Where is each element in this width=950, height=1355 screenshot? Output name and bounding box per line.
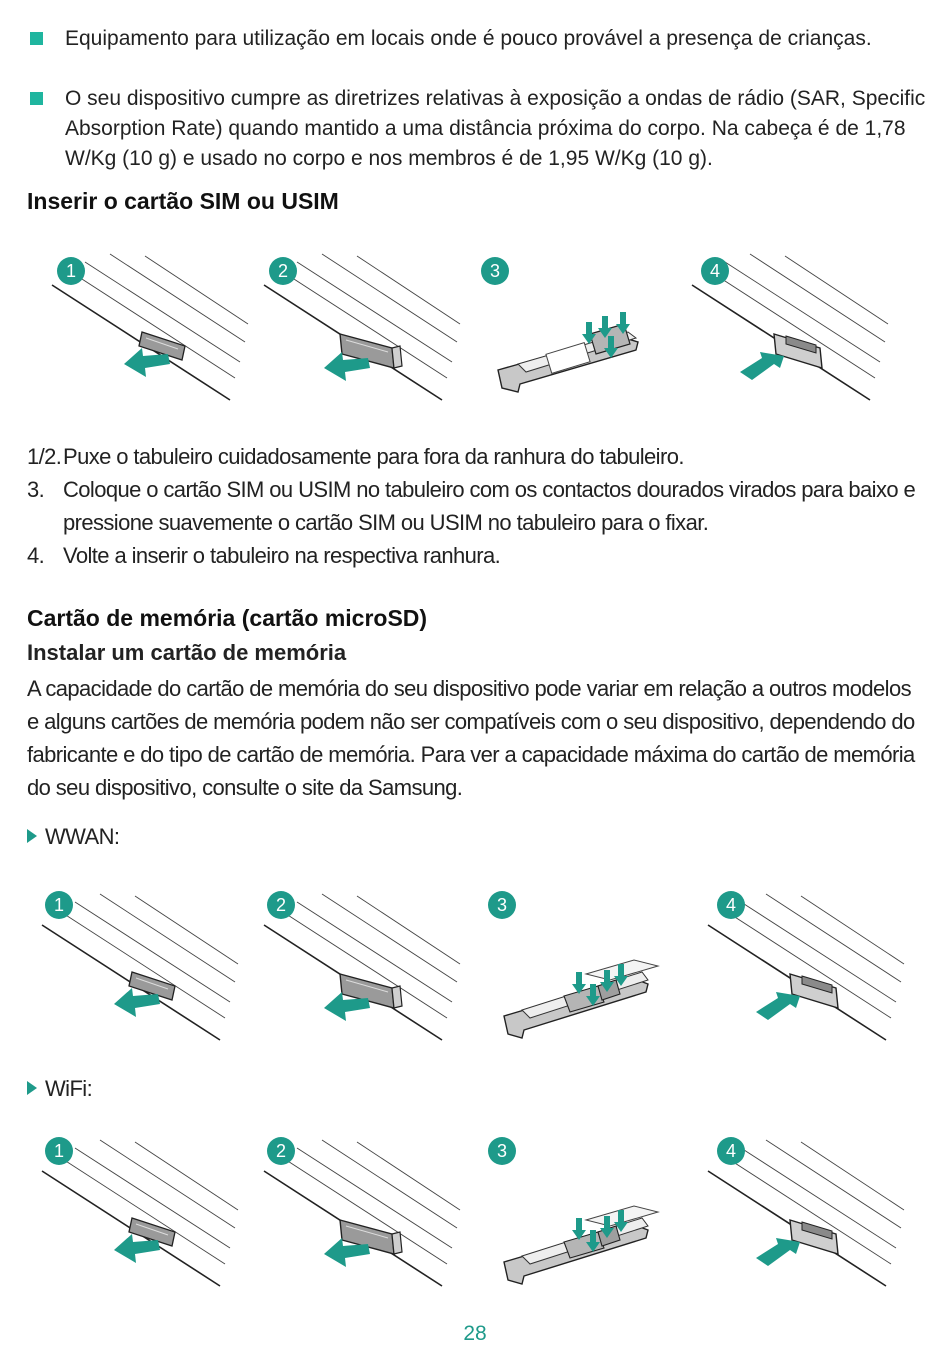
wwan-label: WWAN:	[27, 824, 119, 850]
memory-section-subheading: Instalar um cartão de memória	[27, 640, 347, 665]
triangle-right-icon	[27, 829, 37, 843]
triangle-right-icon	[27, 1081, 37, 1095]
step-badge	[266, 1136, 296, 1166]
step-badge-number: 2	[275, 895, 287, 915]
bullet-square-icon	[30, 92, 43, 105]
sim-section-heading: Inserir o cartão SIM ou USIM	[27, 188, 339, 214]
step-badge	[56, 256, 86, 286]
step-badge-number: 1	[65, 261, 77, 281]
step-badge-number: 4	[725, 1141, 737, 1161]
step-badge-number: 1	[53, 895, 65, 915]
step-badge	[716, 1136, 746, 1166]
sim-step-3: 3. Coloque o cartão SIM ou USIM no tabuleiro com os contactos dourados virados para baixo e pressione suavemente o cartão SIM ou USIM no tabuleiro para o fixar.	[27, 477, 916, 535]
wifi-label: WiFi:	[27, 1076, 92, 1102]
step-badge-number: 3	[496, 1141, 508, 1161]
step-badge-number: 2	[277, 261, 289, 281]
page-number: 28	[463, 1322, 487, 1345]
step-badge	[268, 256, 298, 286]
sim-step-1-2: 1/2. Puxe o tabuleiro cuidadosamente para fora da ranhura do tabuleiro.	[27, 444, 684, 469]
step-badge	[480, 256, 510, 286]
sim-step-4: 4. Volte a inserir o tabuleiro na respectiva ranhura.	[27, 543, 501, 568]
step-badge	[487, 1136, 517, 1166]
step-badge-number: 4	[725, 895, 737, 915]
bullet-square-icon	[30, 32, 43, 45]
memory-section-heading: Cartão de memória (cartão microSD)	[27, 605, 428, 631]
step-badge	[716, 890, 746, 920]
wwan-step-3-illustration	[486, 900, 686, 1060]
bullet-item: O seu dispositivo cumpre as diretrizes relativas à exposição a ondas de rádio (SAR, Specific Absorption Rate) quando mantido a uma distância próxima do corpo. Na cabeça é de 1,78 W/Kg (10 g) e usado no corpo e nos membros é de 1,95 W/Kg (10 g).	[27, 84, 927, 174]
step-badge	[266, 890, 296, 920]
memory-section-paragraph: A capacidade do cartão de memória do seu dispositivo pode variar em relação a outros modelos e alguns cartões de memória podem não ser compatíveis com o seu dispositivo, dependendo do fabricante e do tipo de cartão de memória. Para ver a capacidade máxima do cartão de memória do seu dispositivo, consulte o site da Samsung.	[27, 676, 915, 800]
step-badge	[700, 256, 730, 286]
step-badge-number: 4	[709, 261, 721, 281]
step-badge	[487, 890, 517, 920]
step-badge-number: 3	[496, 895, 508, 915]
step-badge-number: 1	[53, 1141, 65, 1161]
step-badge	[44, 890, 74, 920]
wifi-step-3-illustration	[486, 1146, 686, 1306]
step-badge	[44, 1136, 74, 1166]
bullet-item: Equipamento para utilização em locais onde é pouco provável a presença de crianças.	[27, 24, 927, 54]
step-badge-number: 3	[489, 261, 501, 281]
step-badge-number: 2	[275, 1141, 287, 1161]
